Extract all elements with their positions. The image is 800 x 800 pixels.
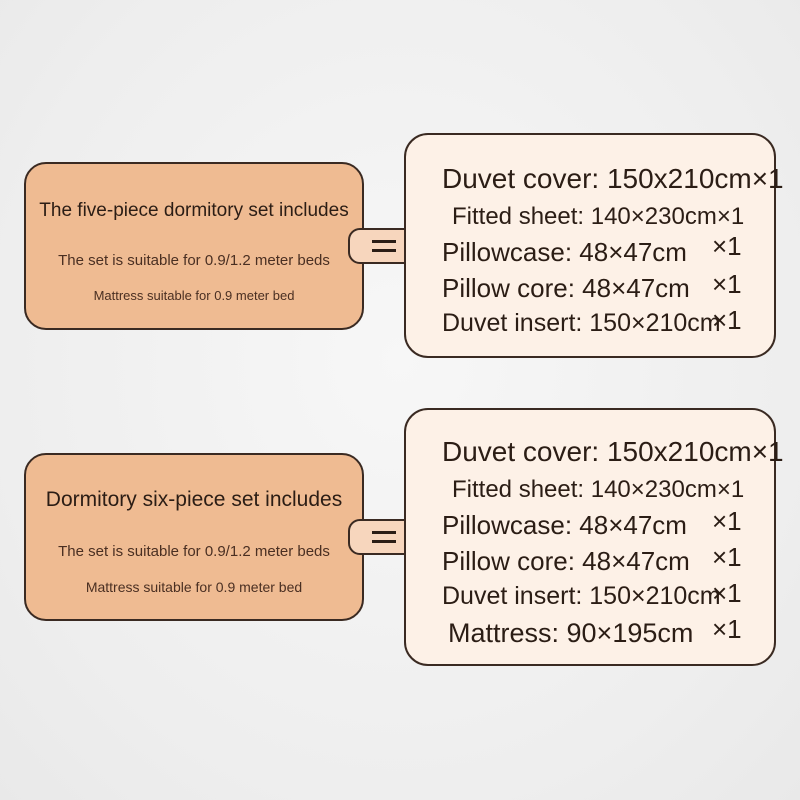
five-piece-heading: The five-piece dormitory set includes (39, 200, 349, 221)
six-piece-contents-card (404, 408, 784, 666)
five-piece-item-pillowcase-qty: ×1 (712, 231, 742, 261)
five-piece-bed-note: The set is suitable for 0.9/1.2 meter beds (58, 252, 330, 269)
six-piece-item-mattress: Mattress: 90×195cm (448, 618, 694, 648)
six-piece-item-mattress-qty: ×1 (712, 614, 742, 644)
five-piece-item-duvet-insert: Duvet insert: 150×210cm (442, 309, 721, 337)
six-piece-item-duvet-insert-qty: ×1 (712, 578, 742, 608)
five-piece-item-pillow-core-qty: ×1 (712, 269, 742, 299)
five-piece-item-pillow-core: Pillow core: 48×47cm (442, 273, 690, 303)
six-piece-item-duvet-insert: Duvet insert: 150×210cm (442, 582, 721, 610)
five-piece-item-fitted-sheet: Fitted sheet: 140×230cm×1 (452, 203, 745, 230)
five-piece-item-duvet-cover: Duvet cover: 150x210cm×1 (442, 163, 784, 194)
five-piece-item-pillowcase: Pillowcase: 48×47cm (442, 237, 687, 267)
six-piece-item-pillowcase-qty: ×1 (712, 506, 742, 536)
six-piece-summary-card (24, 453, 364, 621)
six-piece-mattress-note: Mattress suitable for 0.9 meter bed (85, 579, 303, 595)
six-piece-item-pillowcase: Pillowcase: 48×47cm (442, 510, 687, 540)
six-piece-item-pillow-core: Pillow core: 48×47cm (442, 546, 690, 576)
five-piece-contents-card (404, 133, 784, 358)
six-piece-item-duvet-cover: Duvet cover: 150x210cm×1 (442, 436, 784, 467)
five-piece-summary-card (24, 162, 364, 330)
six-piece-item-pillow-core-qty: ×1 (712, 542, 742, 572)
six-piece-item-fitted-sheet: Fitted sheet: 140×230cm×1 (452, 476, 745, 503)
five-piece-item-duvet-insert-qty: ×1 (712, 305, 742, 335)
six-piece-bed-note: The set is suitable for 0.9/1.2 meter beds (58, 543, 330, 560)
five-piece-mattress-note: Mattress suitable for 0.9 meter bed (93, 288, 295, 303)
six-piece-heading: Dormitory six-piece set includes (45, 488, 343, 511)
